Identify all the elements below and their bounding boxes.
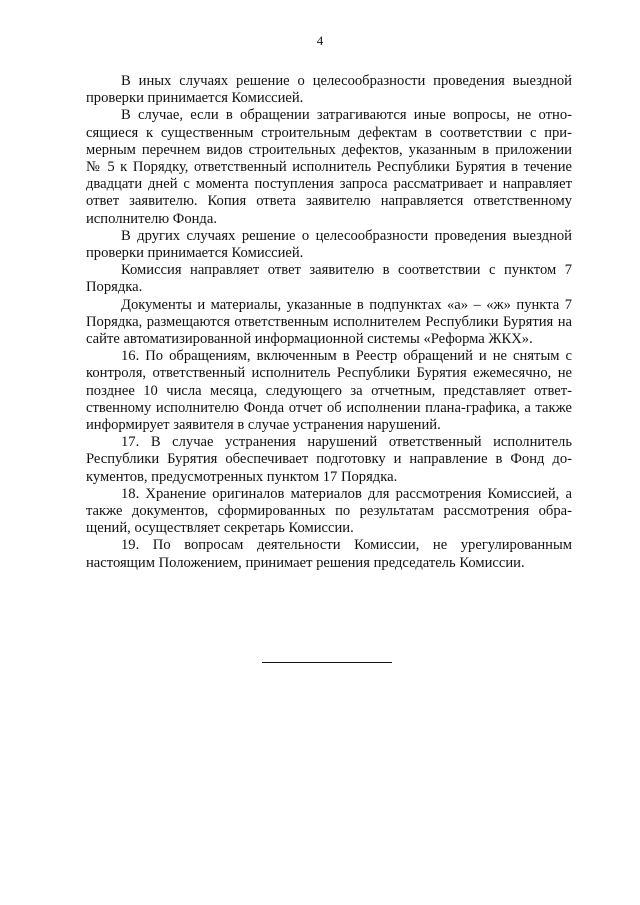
page-number: 4 xyxy=(316,33,324,48)
paragraph-item-18: 18. Хранение оригиналов материалов для рассмотрения Комиссией, а также документов, сформированных по результатам рассмотрения обращений, осуществляет секретарь Комиссии. xyxy=(86,485,572,537)
paragraph-item-19: 19. По вопросам деятельности Комиссии, не урегулированным настоящим Положением, принимает решения председатель Комиссии. xyxy=(86,537,572,571)
paragraph-item-16: 16. По обращениям, включенным в Реестр обращений и не снятым с контроля, ответственный исполнитель Республики Бурятия ежемесячно, не позднее 10 числа месяца, следующего за отчетным, представляет ответственному исполнителю Фонда отчет об исполнении плана-графика, а также информирует заявителя в случае устранения нарушений. xyxy=(86,348,572,434)
document-body xyxy=(86,73,572,572)
paragraph-inspection-decision: В иных случаях решение о целесообразности проведения выездной проверки принимается Комиссией. xyxy=(86,73,572,107)
paragraph-documents-placement: Документы и материалы, указанные в подпунктах «а» – «ж» пункта 7 Порядка, размещаются ответственным исполнителем Республики Бурятия на сайте автоматизированной информационной системы «Реформа ЖКХ». xyxy=(86,296,572,348)
paragraph-commission-response: Комиссия направляет ответ заявителю в соответствии с пунктом 7 Порядка. xyxy=(86,262,572,296)
closing-divider-line xyxy=(262,662,392,663)
paragraph-item-17: 17. В случае устранения нарушений ответственный исполнитель Республики Бурятия обеспечивает подготовку и направление в Фонд документов, предусмотренных пунктом 17 Порядка. xyxy=(86,434,572,485)
paragraph-other-cases-decision: В других случаях решение о целесообразности проведения выездной проверки принимается Комиссией. xyxy=(86,227,572,262)
paragraph-other-questions: В случае, если в обращении затрагиваются иные вопросы, не относящиеся к существенным строительным дефектам в соответствии с примерным перечнем видов строительных дефектов, указанным в приложении № 5 к Порядку, ответственный исполнитель Республики Бурятия в течение двадцати дней с момента поступления запроса рассматривает и направляет ответ заявителю. Копия ответа заявителю направляется ответственному исполнителю Фонда. xyxy=(86,107,572,227)
